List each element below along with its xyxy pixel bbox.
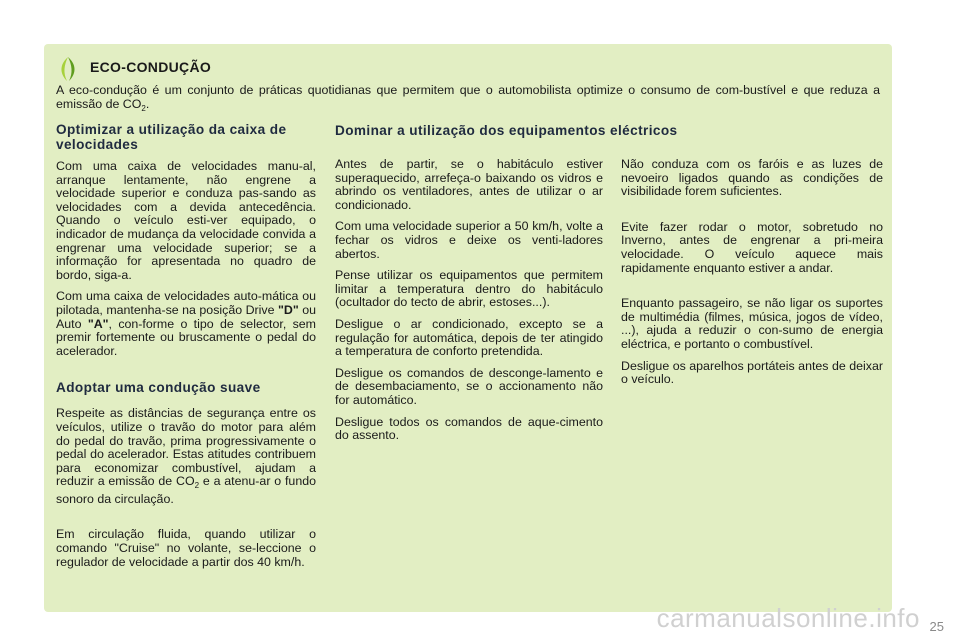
eco-leaf-icon	[56, 56, 80, 82]
middle-column	[335, 158, 603, 443]
heading-gearbox: Optimizar a utilização da caixa de velocidades	[56, 122, 287, 152]
watermark: carmanualsonline.info	[656, 603, 920, 633]
paragraph-portable-devices: Desligue os aparelhos portáteis antes de deixar o veículo.	[621, 358, 883, 387]
paragraph-manual-gearbox: Com uma caixa de velocidades manu-al, arranque lentamente, não engrene a velocidade superior e conduza pas-sando as velocidades com a devida antecedência. Quando o veículo esti-ver equipado, o indicador de mudança da velocidade convida a engrenar uma velocidade superior; se a informação for apresentada no quadro de bordo, siga-a.	[56, 159, 316, 282]
paragraph-automatic-gearbox: Com uma caixa de velocidades auto-mática ou pilotada, mantenha-se na posição Drive "D" ou Auto "A", con-forme o tipo de selector, sem premir fortemente ou bruscamente o pedal do acelerador.	[56, 289, 317, 358]
section-title: ECO-CONDUÇÃO	[90, 59, 212, 75]
paragraph-seat-heating: Desligue todos os comandos de aque-cimento do assento.	[335, 414, 603, 443]
paragraph-equipment: Pense utilizar os equipamentos que permitem limitar a temperatura dentro do habitáculo (ocultador do tecto de abrir, estoses...).	[335, 268, 603, 310]
paragraph-multimedia: Enquanto passageiro, se não ligar os suportes de multimédia (filmes, música, jogos de vídeo, ...), ajuda a reduzir o con-sumo de energia eléctrica, e portanto o combustível.	[621, 296, 883, 351]
paragraph-engine-idle: Evite fazer rodar o motor, sobretudo no Inverno, antes de engrenar a pri-meira velocidade. O veículo aquece mais rapidamente enquanto estiver a andar.	[621, 219, 883, 275]
paragraph-defrost: Desligue os comandos de desconge-lamento e de desembaciamento, se o accionamento não for automático.	[335, 365, 603, 407]
heading-smooth-driving: Adoptar uma condução suave	[56, 380, 261, 396]
intro-paragraph: A eco-condução é um conjunto de práticas quotidianas que permitem que o automobilista optimize o consumo de com-bustível e que reduza a emissão de $CO_2$.	[56, 83, 880, 113]
right-column	[621, 158, 883, 387]
paragraph-headlights: Não conduza com os faróis e as luzes de nevoeiro ligados quando as condições de visibilidade forem suficientes.	[621, 157, 883, 199]
paragraph-cruise: Em circulação fluida, quando utilizar o comando "Cruise" no volante, se-leccione o regulador de velocidade a partir dos 40 km/h.	[56, 527, 316, 569]
page-number: 25	[929, 619, 944, 634]
paragraph-windows: Com uma velocidade superior a 50 km/h, volte a fechar os vidros e deixe os venti-ladores abertos.	[335, 219, 603, 261]
left-column	[56, 122, 316, 569]
paragraph-air-conditioning: Desligue o ar condicionado, excepto se a regulação for automática, depois de ter atingido a temperatura de conforto pretendida.	[335, 316, 603, 359]
paragraph-cabin-cooling: Antes de partir, se o habitáculo estiver superaquecido, arrefeça-o baixando os vidros e abrindo os ventiladores, antes de utilizar o ar condicionado.	[335, 157, 603, 212]
heading-electrical-equipment: Dominar a utilização dos equipamentos eléctricos	[335, 123, 678, 138]
paragraph-safety-distance: Respeite as distâncias de segurança entre os veículos, utilize o travão do motor para além do pedal do travão, prima progressivamente o pedal do acelerador. Estas atitudes contribuem para economizar combustível, ajudam a reduzir a emissão de $CO_2$ e a atenu-ar o fundo sonoro da circulação.	[56, 406, 316, 506]
